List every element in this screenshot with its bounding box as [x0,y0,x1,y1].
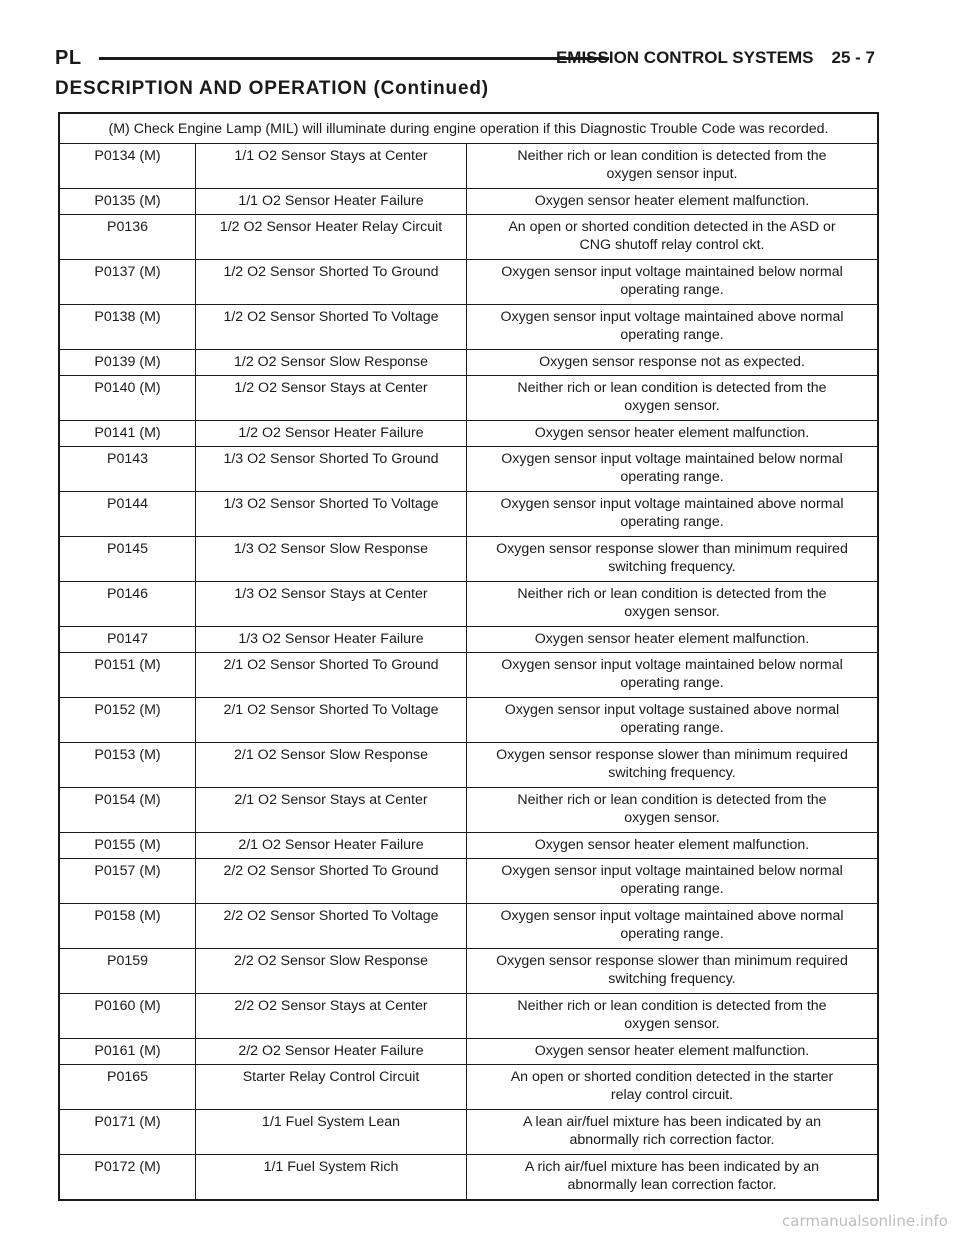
description-cell: Oxygen sensor input voltage maintained above normal operating range. [500,908,844,942]
code-cell: P0136 [60,215,196,259]
code-cell: P0145 [60,537,196,581]
table-row [60,788,877,833]
table-row [60,305,877,350]
description-cell: An open or shorted condition detected in the starter relay control circuit. [510,1069,834,1103]
page-number: 25 - 7 [831,48,875,67]
code-cell: P0165 [60,1065,196,1109]
code-cell: P0152 (M) [60,698,196,742]
description-cell: Oxygen sensor response slower than minimum required switching frequency. [496,953,848,987]
code-cell: P0147 [60,627,196,652]
description-cell: Oxygen sensor heater element malfunction. [534,193,810,209]
name-cell: 1/3 O2 Sensor Slow Response [196,537,467,581]
code-cell: P0158 (M) [60,904,196,948]
code-cell: P0153 (M) [60,743,196,787]
name-cell: 2/2 O2 Sensor Stays at Center [196,994,467,1038]
table-row [60,260,877,305]
code-cell: P0160 (M) [60,994,196,1038]
description-cell: Oxygen sensor input voltage maintained below normal operating range. [501,451,843,485]
code-cell: P0140 (M) [60,376,196,420]
description-cell: Oxygen sensor input voltage maintained below normal operating range. [501,657,843,691]
name-cell: 2/1 O2 Sensor Heater Failure [196,833,467,858]
name-cell: 1/2 O2 Sensor Shorted To Ground [196,260,467,304]
description-cell: Oxygen sensor input voltage sustained above normal operating range. [504,702,840,736]
description-cell: Oxygen sensor input voltage maintained above normal operating range. [500,496,844,530]
code-cell: P0151 (M) [60,653,196,697]
code-cell: P0171 (M) [60,1110,196,1154]
description-cell: Neither rich or lean condition is detected from the oxygen sensor. [517,380,827,414]
code-cell: P0146 [60,582,196,626]
name-cell: 1/2 O2 Sensor Stays at Center [196,376,467,420]
name-cell: Starter Relay Control Circuit [196,1065,467,1109]
description-cell: Oxygen sensor heater element malfunction. [534,837,810,853]
description-cell: Oxygen sensor heater element malfunction. [534,425,810,441]
table-row [60,904,877,949]
name-cell: 1/3 O2 Sensor Shorted To Ground [196,447,467,491]
description-cell: Oxygen sensor response slower than minimum required switching frequency. [496,747,848,781]
section-title: DESCRIPTION AND OPERATION (Continued) [55,78,489,99]
code-cell: P0144 [60,492,196,536]
table-row [60,698,877,743]
table-row [60,189,877,215]
code-cell: P0139 (M) [60,350,196,375]
table-row [60,859,877,904]
table-row [60,421,877,447]
table-row [60,537,877,582]
description-cell: Oxygen sensor input voltage maintained below normal operating range. [501,863,843,897]
name-cell: 2/1 O2 Sensor Stays at Center [196,788,467,832]
code-cell: P0172 (M) [60,1155,196,1199]
code-cell: P0138 (M) [60,305,196,349]
name-cell: 2/1 O2 Sensor Shorted To Ground [196,653,467,697]
code-cell: P0143 [60,447,196,491]
table-row [60,1110,877,1155]
description-cell: A lean air/fuel mixture has been indicated by an abnormally rich correction factor. [522,1114,822,1148]
code-cell: P0161 (M) [60,1039,196,1064]
code-cell: P0135 (M) [60,189,196,214]
name-cell: 1/3 O2 Sensor Shorted To Voltage [196,492,467,536]
manual-code: PL [55,47,82,69]
name-cell: 1/1 O2 Sensor Heater Failure [196,189,467,214]
description-cell: An open or shorted condition detected in the ASD or CNG shutoff relay control ckt. [508,219,836,253]
table-row [60,144,877,189]
code-cell: P0141 (M) [60,421,196,446]
table-row [60,1065,877,1110]
table-row [60,653,877,698]
table-row [60,492,877,537]
table-row [60,833,877,859]
description-cell: Oxygen sensor response not as expected. [539,354,805,370]
description-cell: Oxygen sensor response slower than minimum required switching frequency. [496,541,848,575]
table-row [60,949,877,994]
code-cell: P0157 (M) [60,859,196,903]
table-row [60,376,877,421]
name-cell: 1/2 O2 Sensor Shorted To Voltage [196,305,467,349]
name-cell: 2/1 O2 Sensor Shorted To Voltage [196,698,467,742]
trouble-code-table [58,112,879,1201]
table-row [60,447,877,492]
code-cell: P0154 (M) [60,788,196,832]
name-cell: 1/1 O2 Sensor Stays at Center [196,144,467,188]
header-rule [99,57,609,60]
table-row [60,743,877,788]
name-cell: 1/2 O2 Sensor Heater Relay Circuit [196,215,467,259]
section-name: EMISSION CONTROL SYSTEMS [555,48,814,67]
name-cell: 1/2 O2 Sensor Heater Failure [196,421,467,446]
code-cell: P0134 (M) [60,144,196,188]
table-row [60,350,877,376]
code-cell: P0155 (M) [60,833,196,858]
page-header [55,44,875,72]
description-cell: Oxygen sensor input voltage maintained above normal operating range. [500,309,844,343]
table-row [60,994,877,1039]
description-cell: Neither rich or lean condition is detected from the oxygen sensor. [517,998,827,1032]
description-cell: Neither rich or lean condition is detected from the oxygen sensor input. [517,148,827,182]
description-cell: Oxygen sensor heater element malfunction. [534,1043,810,1059]
description-cell: Neither rich or lean condition is detected from the oxygen sensor. [517,792,827,826]
table-note: (M) Check Engine Lamp (MIL) will illuminate during engine operation if this Diagnostic Trouble Code was recorded. [60,114,877,144]
name-cell: 2/2 O2 Sensor Shorted To Voltage [196,904,467,948]
description-cell: A rich air/fuel mixture has been indicated by an abnormally lean correction factor. [524,1159,820,1193]
table-row [60,215,877,260]
name-cell: 2/1 O2 Sensor Slow Response [196,743,467,787]
name-cell: 2/2 O2 Sensor Shorted To Ground [196,859,467,903]
description-cell: Oxygen sensor input voltage maintained below normal operating range. [501,264,843,298]
table-row [60,1155,877,1199]
name-cell: 1/3 O2 Sensor Stays at Center [196,582,467,626]
table-row [60,627,877,653]
table-row [60,582,877,627]
description-cell: Oxygen sensor heater element malfunction. [534,631,810,647]
name-cell: 1/1 Fuel System Lean [196,1110,467,1154]
description-cell: Neither rich or lean condition is detected from the oxygen sensor. [517,586,827,620]
name-cell: 1/2 O2 Sensor Slow Response [196,350,467,375]
watermark: carmanualsonline.info [782,1212,948,1230]
header-right [556,44,875,72]
name-cell: 2/2 O2 Sensor Heater Failure [196,1039,467,1064]
code-cell: P0159 [60,949,196,993]
name-cell: 1/1 Fuel System Rich [196,1155,467,1199]
table-row [60,1039,877,1065]
name-cell: 2/2 O2 Sensor Slow Response [196,949,467,993]
table-body [60,144,877,1199]
name-cell: 1/3 O2 Sensor Heater Failure [196,627,467,652]
code-cell: P0137 (M) [60,260,196,304]
